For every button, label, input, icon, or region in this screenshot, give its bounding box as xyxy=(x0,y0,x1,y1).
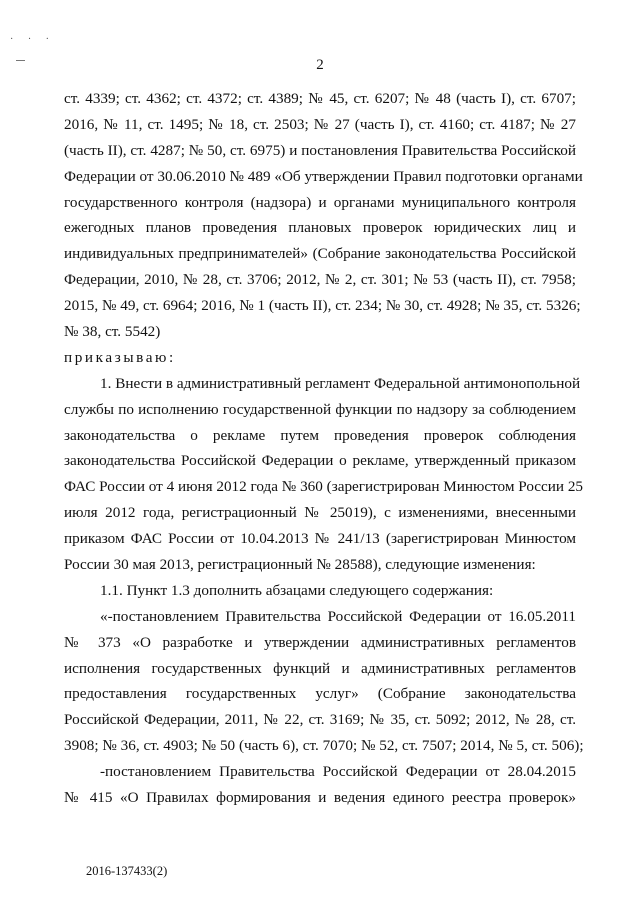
paragraph-start-line: 1. Внести в административный регламент Федеральной антимонопольной xyxy=(100,374,581,392)
text-line: индивидуальных предпринимателей» (Собрание законодательства Российской xyxy=(64,245,576,263)
text-line: исполнения государственных функций и административных регламентов xyxy=(64,659,576,677)
text-line: № 373 «О разработке и утверждении административных регламентов xyxy=(64,633,576,651)
document-body xyxy=(64,86,584,811)
text-line: 2016, № 11, ст. 1495; № 18, ст. 2503; № 27 (часть I), ст. 4160; ст. 4187; № 27 xyxy=(64,115,576,133)
text-line: 3908; № 36, ст. 4903; № 50 (часть 6), ст. 7070; № 52, ст. 7507; 2014, № 5, ст. 506); xyxy=(64,737,584,755)
paragraph-start-line: «-постановлением Правительства Российской Федерации от 16.05.2011 xyxy=(100,607,576,625)
text-line: июля 2012 года, регистрационный № 25019), с изменениями, внесенными xyxy=(64,504,576,522)
text-line: государственного контроля (надзора) и органами муниципального контроля xyxy=(64,193,576,211)
paragraph-start-line: -постановлением Правительства Российской Федерации от 28.04.2015 xyxy=(100,763,576,781)
scan-artifact-dots: · · · xyxy=(10,34,55,45)
text-line: 2015, № 49, ст. 6964; 2016, № 1 (часть II), ст. 234; № 30, ст. 4928; № 35, ст. 5326; xyxy=(64,297,581,315)
text-line: № 38, ст. 5542) xyxy=(64,323,161,341)
text-line: № 415 «О Правилах формирования и ведения единого реестра проверок» xyxy=(64,789,576,807)
text-line: службы по исполнению государственной функции по надзору за соблюдением xyxy=(64,400,576,418)
text-line: России 30 мая 2013, регистрационный № 28588), следующие изменения: xyxy=(64,556,536,574)
text-line: приказом ФАС России от 10.04.2013 № 241/13 (зарегистрирован Минюстом xyxy=(64,530,576,548)
paragraph-start-line: 1.1. Пункт 1.3 дополнить абзацами следующего содержания: xyxy=(100,581,494,599)
document-footer-code: 2016-137433(2) xyxy=(86,864,168,878)
text-line: Федерации от 30.06.2010 № 489 «Об утверждении Правил подготовки органами xyxy=(64,167,583,185)
text-line: ФАС России от 4 июня 2012 года № 360 (зарегистрирован Минюстом России 25 xyxy=(64,478,584,496)
text-line: законодательства Российской Федерации о рекламе, утвержденный приказом xyxy=(64,452,576,470)
text-line: Российской Федерации, 2011, № 22, ст. 3169; № 35, ст. 5092; 2012, № 28, ст. xyxy=(64,711,576,729)
text-line: Федерации, 2010, № 28, ст. 3706; 2012, № 2, ст. 301; № 53 (часть II), ст. 7958; xyxy=(64,271,576,289)
text-line: ст. 4339; ст. 4362; ст. 4372; ст. 4389; № 45, ст. 6207; № 48 (часть I), ст. 6707; xyxy=(64,90,576,107)
text-line: предоставления государственных услуг» (Собрание законодательства xyxy=(64,685,576,703)
page-number: 2 xyxy=(316,57,324,73)
text-line: ежегодных планов проведения плановых проверок юридических лиц и xyxy=(64,219,576,237)
text-line: (часть II), ст. 4287; № 50, ст. 6975) и постановления Правительства Российской xyxy=(64,141,576,159)
order-word: приказываю: xyxy=(64,348,176,366)
text-line: законодательства о рекламе путем проведения проверок соблюдения xyxy=(64,426,576,444)
